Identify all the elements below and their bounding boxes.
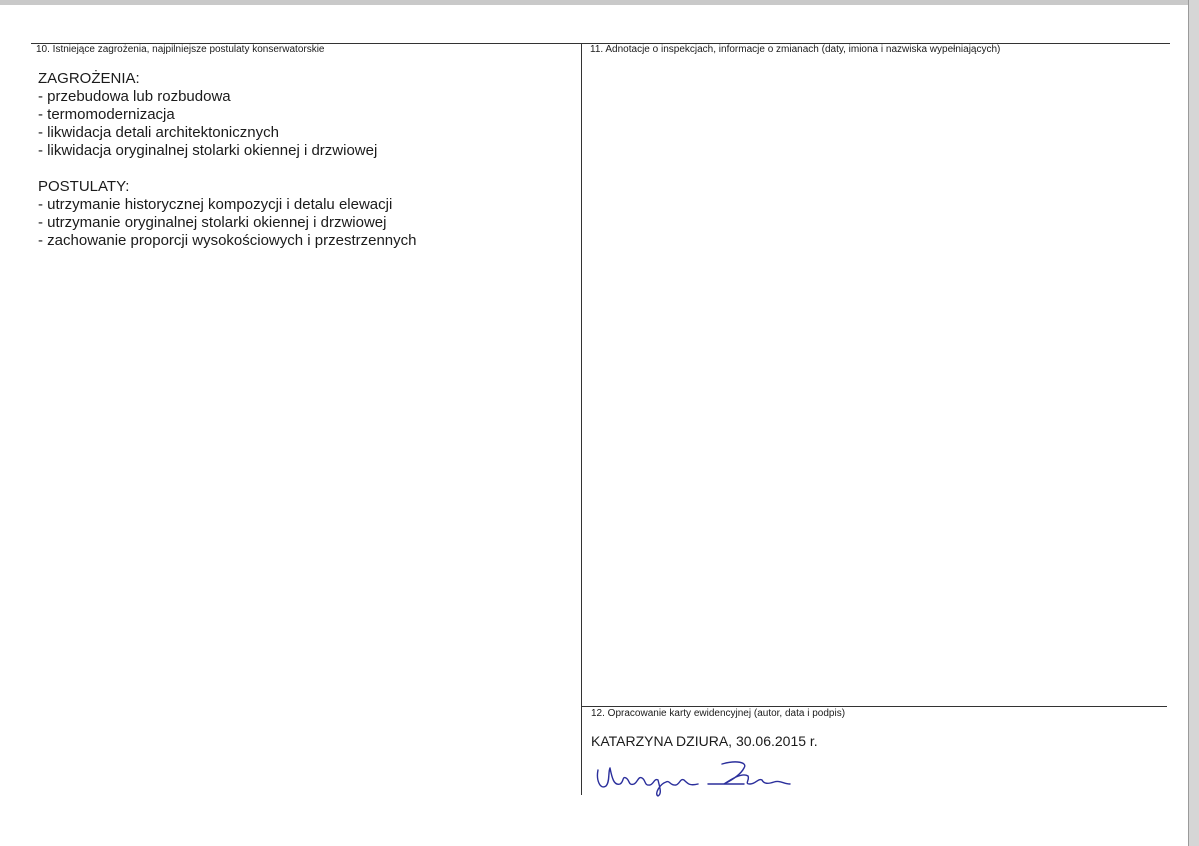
scan-edge-top [0,0,1199,5]
section-12-top-rule [582,706,1167,707]
postulate-item: - utrzymanie oryginalnej stolarki okiennej i drzwiowej [38,214,387,231]
signature [594,758,794,803]
postulates-block [38,178,417,250]
postulate-item: - utrzymanie historycznej kompozycji i detalu elewacji [38,196,393,213]
section-12-heading: 12. Opracowanie karty ewidencyjnej (autor, data i podpis) [591,708,846,719]
threats-title: ZAGROŻENIA: [38,70,140,87]
threat-item: - likwidacja detali architektonicznych [38,124,279,141]
threats-block [38,70,377,160]
author-line: KATARZYNA DZIURA, 30.06.2015 r. [591,733,818,749]
column-divider [581,43,582,795]
section-11-heading: 11. Adnotacje o inspekcjach, informacje o zmianach (daty, imiona i nazwiska wypełniających) [590,44,1001,55]
threat-item: - likwidacja oryginalnej stolarki okiennej i drzwiowej [38,142,378,159]
postulate-item: - zachowanie proporcji wysokościowych i przestrzennych [38,232,417,249]
section-10-heading: 10. Istniejące zagrożenia, najpilniejsze postulaty konserwatorskie [36,44,325,55]
postulates-title: POSTULATY: [38,178,130,195]
threat-item: - przebudowa lub rozbudowa [38,88,231,105]
threat-item: - termomodernizacja [38,106,175,123]
scan-edge-right [1188,0,1199,846]
